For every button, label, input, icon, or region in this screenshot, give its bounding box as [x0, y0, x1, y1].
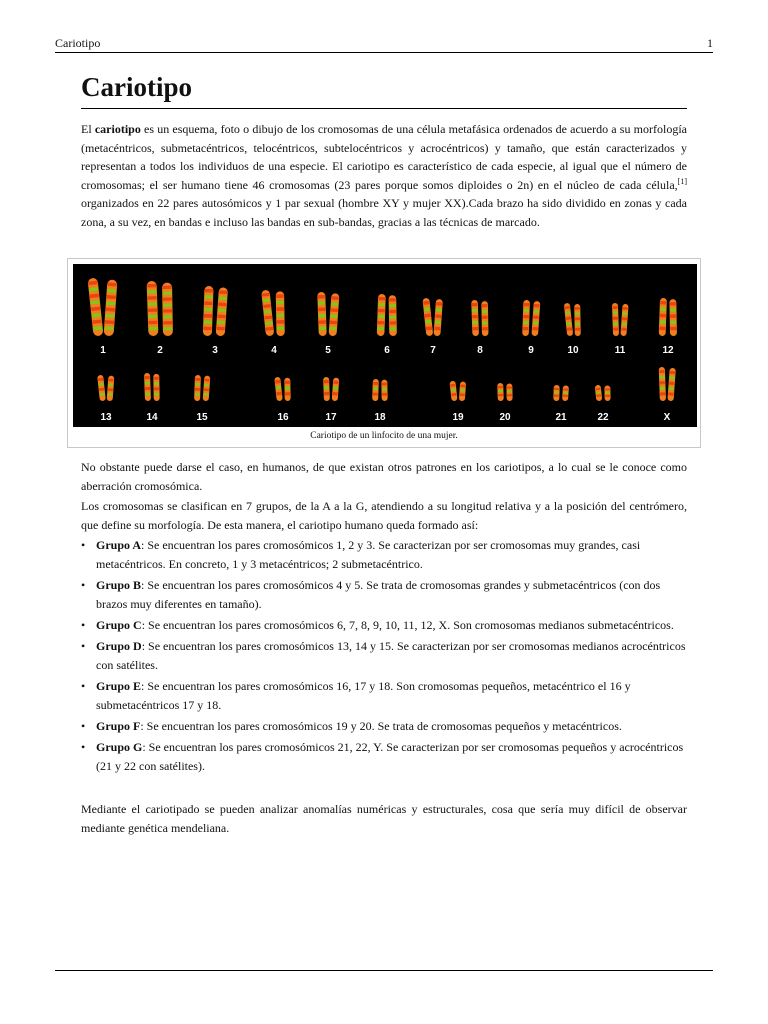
group-item	[81, 677, 687, 715]
chromosome-label: 17	[325, 412, 337, 423]
chromosome-r2-16-b	[284, 378, 290, 401]
article-title: Cariotipo	[81, 70, 687, 109]
group-list	[81, 536, 687, 778]
chromosome-label: 16	[277, 412, 289, 423]
karyotype-image	[73, 264, 697, 427]
group-item	[81, 738, 687, 776]
chromosome-label: 12	[662, 345, 674, 356]
chromosome-r1-4-b	[276, 291, 285, 336]
group-name: Grupo F	[96, 719, 141, 733]
group-name: Grupo G	[96, 740, 143, 754]
chromosome-r2-18-b	[381, 380, 387, 401]
bullet-mark: •	[81, 618, 86, 632]
group-item	[81, 637, 687, 675]
chromosome-r1-5-a	[317, 292, 327, 336]
chromosome-r2-22-b	[604, 385, 610, 401]
group-name: Grupo B	[96, 578, 142, 592]
chromosome-r2-17-a	[323, 377, 330, 401]
footer-rule	[55, 970, 713, 971]
chromosome-r1-10-b	[574, 304, 581, 336]
bullet-mark: •	[81, 679, 86, 693]
chromosome-r2-X-a	[659, 367, 666, 401]
chromosome-label: 20	[499, 412, 511, 423]
chromosome-r2-14-a	[144, 373, 151, 401]
chromosome-label: 14	[146, 412, 158, 423]
chromosome-r2-21-b	[562, 385, 569, 401]
chromosome-label: 4	[271, 345, 277, 356]
reference-link[interactable]: [1]	[677, 176, 687, 186]
chromosome-r1-2-b	[162, 283, 173, 337]
paragraph-classification: Los cromosomas se clasifican en 7 grupos, de la A a la G, atendiendo a su longitud relativa y a la posición del centrómero, que define su morfología. De esta manera, el cariotipo humano queda formado así:	[81, 499, 687, 532]
page-number: 1	[707, 36, 713, 50]
chromosome-r1-8-b	[481, 301, 488, 336]
chromosome-label: 15	[196, 412, 208, 423]
chromosome-r2-14-b	[153, 374, 159, 401]
bullet-mark: •	[81, 578, 86, 592]
chromosome-r2-20-a	[497, 383, 504, 401]
chromosome-label: 11	[614, 345, 626, 356]
chromosome-r2-18-a	[372, 379, 379, 401]
intro-pre: El	[81, 122, 95, 136]
running-header	[55, 35, 713, 53]
karyotype-figure	[67, 258, 701, 448]
chromosome-label: 22	[597, 412, 609, 423]
chromosome-label: 10	[567, 345, 579, 356]
term-cariotipo: cariotipo	[94, 122, 141, 136]
chromosome-label: 21	[555, 412, 567, 423]
group-description: : Se encuentran los pares cromosómicos 16, 17 y 18. Son cromosomas pequeños, metacéntrico el 16 y submetacéntricos 17 y 18.	[96, 679, 631, 712]
running-title: Cariotipo	[55, 36, 101, 50]
paragraph-aberration: No obstante puede darse el caso, en humanos, de que existan otros patrones en los cariotipos, a lo cual se le conoce como aberración cromosómica.	[81, 460, 687, 493]
group-description: : Se encuentran los pares cromosómicos 6, 7, 8, 9, 10, 11, 12, X. Son cromosomas medianos submetacéntricos.	[141, 618, 674, 632]
group-item	[81, 576, 687, 614]
chromosome-r1-12-a	[659, 298, 667, 336]
bullet-mark: •	[81, 639, 86, 653]
group-item	[81, 536, 687, 574]
chromosome-r1-6-b	[389, 295, 397, 336]
intro-paragraph	[81, 120, 687, 231]
group-description: : Se encuentran los pares cromosómicos 19 y 20. Se trata de cromosomas pequeños y metacéntricos.	[140, 719, 622, 733]
chromosome-label: 7	[430, 345, 436, 356]
group-description: : Se encuentran los pares cromosómicos 21, 22, Y. Se caracterizan por ser cromosomas pequeños y acrocéntricos (21 y 22 con satélites).	[96, 740, 684, 773]
intro-text-1: es un esquema, foto o dibujo de los cromosomas de una célula metafásica ordenados de acuerdo a su morfología (metacéntricos, submetacéntricos, telocéntricos, subtelocéntricos y acrocéntricos) y tamaño, que están caracterizados y representan a todos los individuos de una especie. El cariotipo es característico de cada especie, al igual que el número de cromosomas; el ser humano tiene 46 cromosomas (23 pares porque somos diploides o 2n) en el núcleo de cada célula,	[81, 122, 687, 192]
chromosome-r1-3-a	[203, 286, 214, 336]
chromosome-label: 13	[100, 412, 112, 423]
group-name: Grupo C	[96, 618, 142, 632]
group-name: Grupo D	[96, 639, 142, 653]
bullet-mark: •	[81, 538, 86, 552]
group-description: : Se encuentran los pares cromosómicos 1, 2 y 3. Se caracterizan por ser cromosomas muy grandes, casi metacéntricos. En concreto, 1 y 3 metacéntricos; 2 submetacéntrico.	[96, 538, 641, 571]
figure-caption: Cariotipo de un linfocito de una mujer.	[310, 431, 458, 441]
group-item	[81, 616, 687, 635]
chromosome-r1-8-a	[471, 300, 479, 336]
chromosome-r1-11-a	[612, 303, 619, 336]
chromosome-r1-12-b	[669, 299, 677, 336]
paragraph-karyotyping: Mediante el cariotipado se pueden analizar anomalías numéricas y estructurales, cosa que sería muy difícil de observar mediante genética mendeliana.	[81, 802, 687, 835]
group-name: Grupo A	[96, 538, 142, 552]
chromosome-r1-6-a	[377, 294, 386, 336]
chromosome-r2-15-a	[194, 375, 201, 401]
chromosome-r2-20-b	[506, 383, 512, 401]
chromosome-label: 5	[325, 345, 331, 356]
chromosome-label: 1	[100, 345, 106, 356]
chromosome-label: X	[663, 412, 671, 423]
bullet-mark: •	[81, 719, 86, 733]
chromosome-label: 6	[384, 345, 390, 356]
chromosome-label: 18	[374, 412, 386, 423]
chromosome-label: 8	[477, 345, 483, 356]
chromosome-label: 3	[212, 345, 218, 356]
chromosome-r1-2-a	[147, 281, 159, 336]
chromosome-r2-21-a	[553, 385, 560, 401]
intro-text-2: organizados en 22 pares autosómicos y 1 par sexual (hombre XY y mujer XX).Cada brazo ha sido dividido en zonas y cada zona, a su vez, en bandas e incluso las bandas en sub-bandas, gracias a las técnicas de marcado.	[81, 196, 687, 229]
group-name: Grupo E	[96, 679, 142, 693]
chromosome-label: 9	[528, 345, 534, 356]
chromosome-label: 19	[452, 412, 464, 423]
group-description: : Se encuentran los pares cromosómicos 4 y 5. Se trata de cromosomas grandes y submetacéntricos (con dos brazos muy diferentes en tamaño).	[96, 578, 661, 611]
chromosome-label: 2	[157, 345, 163, 356]
group-item	[81, 717, 687, 736]
chromosome-r1-9-a	[522, 300, 530, 336]
group-description: : Se encuentran los pares cromosómicos 13, 14 y 15. Se caracterizan por ser cromosomas medianos acrocéntricos con satélites.	[96, 639, 686, 672]
bullet-mark: •	[81, 740, 86, 754]
